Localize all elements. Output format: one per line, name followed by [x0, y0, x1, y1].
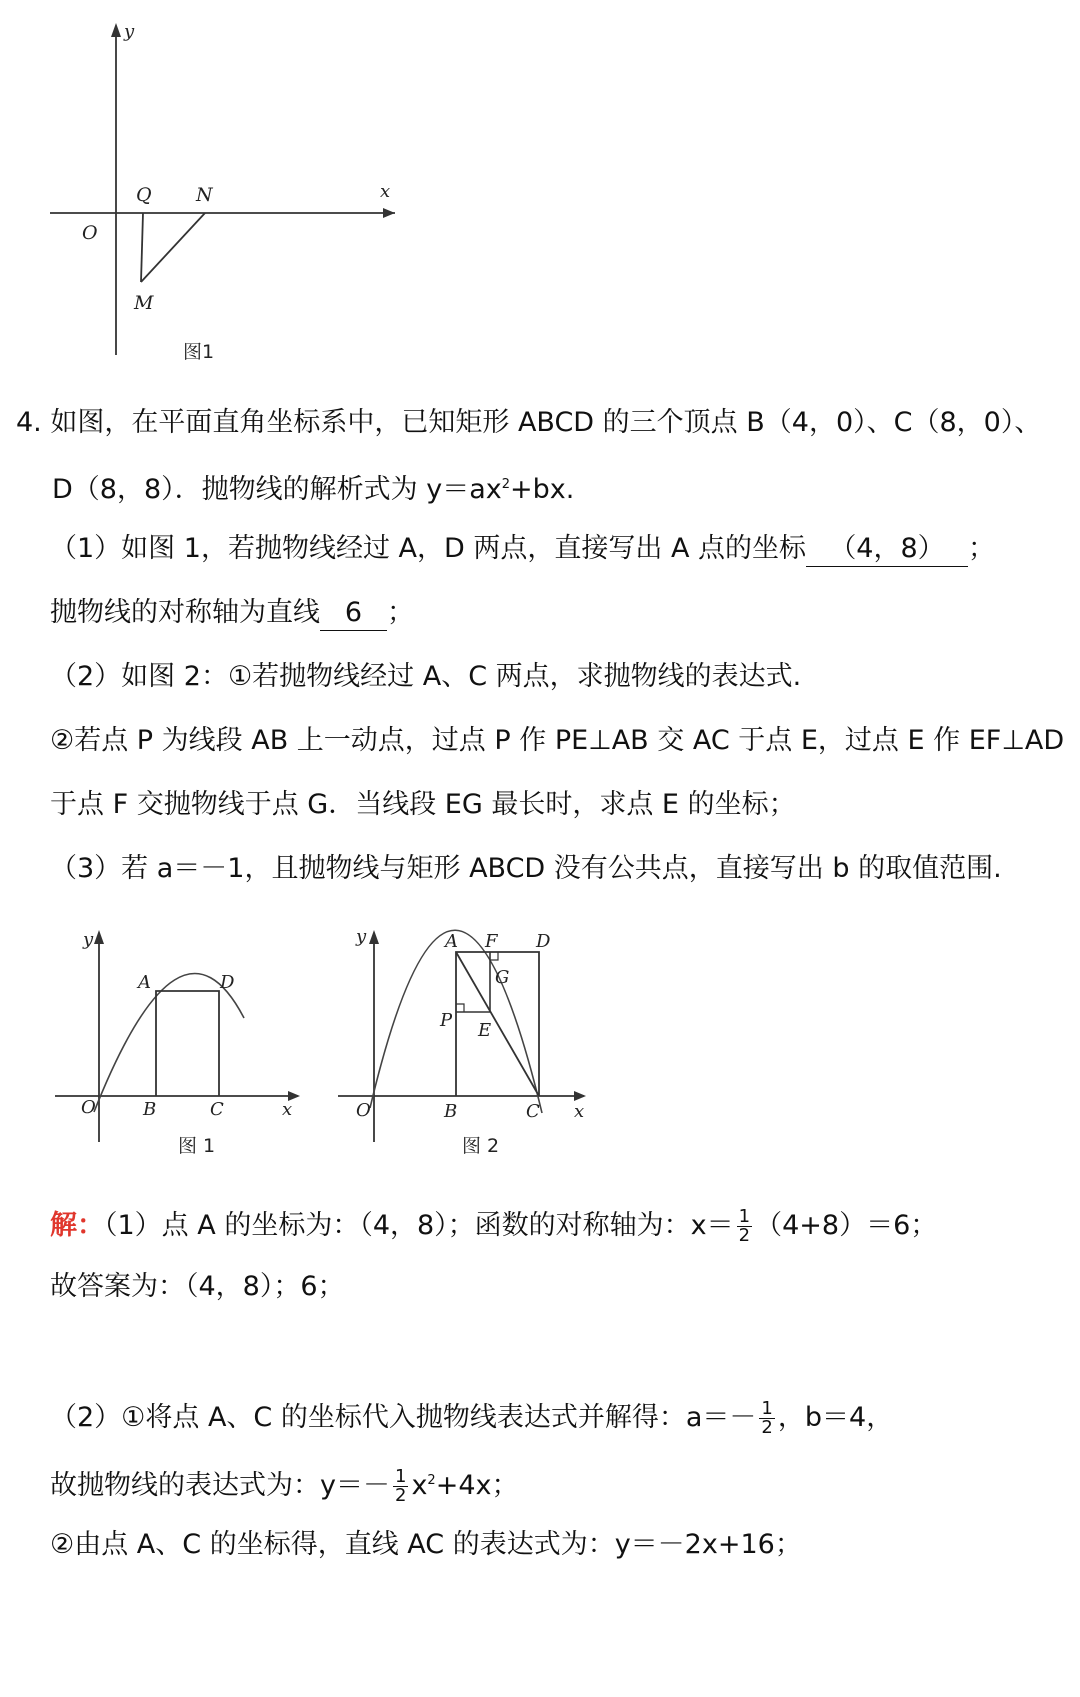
solution-2-text-b: ，b＝4，: [777, 1402, 894, 1433]
fig1-point-c: C: [210, 1099, 224, 1120]
question-2-line: （2）如图 2：①若抛物线经过 A、C 两点，求抛物线的表达式.: [50, 661, 802, 692]
fig2-point-e: E: [478, 1020, 492, 1041]
fraction-one-half: [759, 1400, 774, 1437]
figure-2: [330, 920, 600, 1170]
question-3-line: （3）若 a＝－1，且抛物线与矩形 ABCD 没有公共点，直接写出 b 的取值范围.: [50, 853, 1002, 884]
fraction-numerator: 1: [738, 1206, 751, 1227]
top-fig-caption: 图1: [183, 341, 215, 363]
question-1-line: [50, 532, 995, 567]
solution-3-text-c: +4x；: [435, 1470, 519, 1501]
top-fig-y-label: y: [124, 21, 135, 42]
fig1-caption: 图 1: [178, 1135, 216, 1157]
solution-3-text-b: x: [411, 1470, 428, 1501]
fig2-origin: O: [356, 1100, 371, 1121]
fig2-point-b: B: [444, 1101, 458, 1122]
solution-3-text-a: 故抛物线的表达式为：y＝－: [50, 1470, 390, 1501]
question-2b-line: ②若点 P 为线段 AB 上一动点，过点 P 作 PE⊥AB 交 AC 于点 E，过点 E 作 EF⊥AD: [50, 725, 1065, 756]
exponent-two: 2: [501, 477, 511, 492]
fig1-point-a: A: [138, 972, 151, 993]
solution-label: 解：: [50, 1210, 104, 1241]
fig2-point-d: D: [536, 931, 551, 952]
fig1-origin: O: [81, 1097, 96, 1118]
solution-line-2: [50, 1400, 893, 1437]
problem-number: 4.: [16, 407, 42, 438]
fig2-point-p: P: [440, 1010, 453, 1031]
question-1b-suffix: ；: [387, 597, 414, 628]
fig2-point-g: G: [495, 967, 510, 988]
fraction-denominator: 2: [394, 1485, 407, 1506]
fraction-numerator: 1: [761, 1398, 773, 1419]
fig1-point-b: B: [143, 1099, 157, 1120]
problem-stem-text-2b: +bx.: [510, 474, 575, 505]
top-fig-point-n: N: [196, 184, 213, 206]
fraction-numerator: 1: [394, 1466, 407, 1487]
fig2-point-a: A: [445, 931, 458, 952]
fig1-x-label: x: [282, 1099, 293, 1120]
fig2-point-c: C: [526, 1101, 540, 1122]
question-1-suffix: ；: [968, 533, 995, 564]
solution-answer-line: 故答案为：（4，8）；6；: [50, 1271, 345, 1302]
top-fig-point-q: Q: [136, 184, 152, 206]
fig1-point-d: D: [220, 972, 235, 993]
solution-line-3: [50, 1464, 518, 1505]
fraction-denominator: 2: [761, 1417, 773, 1438]
fraction-one-half: [737, 1208, 752, 1245]
problem-stem-text-1: 如图，在平面直角坐标系中，已知矩形 ABCD 的三个顶点 B（4，0）、C（8，0）、: [50, 407, 1042, 438]
top-fig-point-m: M: [134, 292, 154, 314]
top-coordinate-figure: [40, 15, 420, 375]
question-1b-answer-blank: 6: [320, 596, 387, 631]
problem-stem-line1: [16, 406, 1041, 440]
fraction-one-half: [393, 1468, 408, 1505]
fig2-caption: 图 2: [462, 1135, 500, 1157]
solution-2-text-a: （2）①将点 A、C 的坐标代入抛物线表达式并解得：a＝－: [50, 1402, 757, 1433]
problem-stem-line2: [52, 468, 574, 507]
question-2c-line: 于点 F 交抛物线于点 G．当线段 EG 最长时，求点 E 的坐标；: [50, 789, 796, 820]
question-1b-prefix: 抛物线的对称轴为直线: [50, 597, 320, 628]
problem-stem-text-2a: D（8，8）．抛物线的解析式为 y＝ax: [52, 474, 502, 505]
solution-line-1: [50, 1208, 937, 1245]
figure-1: [50, 920, 310, 1170]
solution-line-4: ②由点 A、C 的坐标得，直线 AC 的表达式为：y＝－2x+16；: [50, 1529, 802, 1560]
exponent-two: 2: [427, 1473, 436, 1488]
fig2-y-label: y: [356, 926, 367, 947]
fig2-x-label: x: [574, 1101, 585, 1122]
question-1-prefix: （1）如图 1，若抛物线经过 A，D 两点，直接写出 A 点的坐标: [50, 533, 806, 564]
solution-1-text-a: （1）点 A 的坐标为：（4，8）；函数的对称轴为：x＝: [104, 1210, 734, 1241]
fig1-y-label: y: [83, 929, 94, 950]
fig2-point-f: F: [485, 931, 498, 952]
fraction-denominator: 2: [738, 1225, 751, 1246]
question-1-answer-blank: （4，8）: [806, 532, 968, 567]
top-fig-x-label: x: [380, 181, 391, 202]
top-fig-origin-label: O: [82, 222, 98, 244]
question-1b-line: [50, 596, 414, 631]
solution-1-text-b: （4+8）＝6；: [755, 1210, 938, 1241]
